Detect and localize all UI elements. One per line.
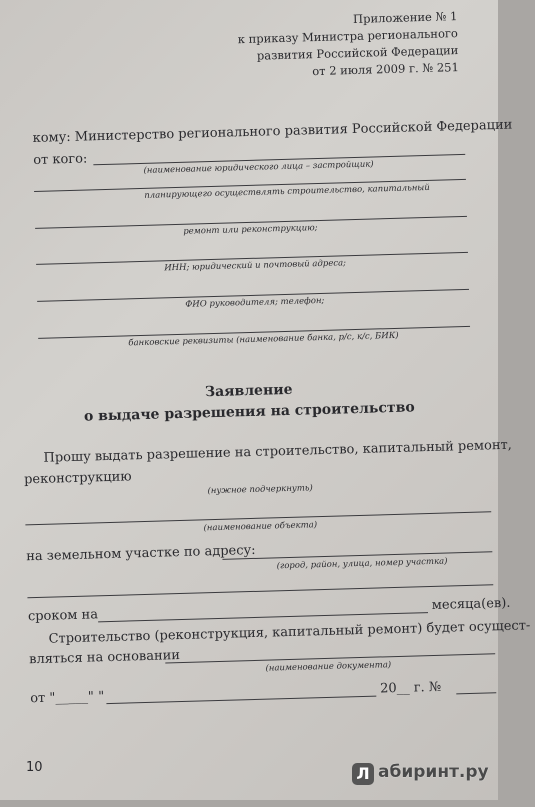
plot-label: на земельном участке по адресу: <box>26 542 256 565</box>
document-subtitle: о выдаче разрешения на строительство <box>83 399 415 425</box>
date-from: от "_____" <box>30 689 95 707</box>
basis-line-2: вляться на основании <box>28 648 181 668</box>
appendix-line-4: от 2 июля 2009 г. № 251 <box>312 60 459 79</box>
number-line <box>456 692 496 694</box>
caption-underline: (нужное подчеркнуть) <box>207 483 313 497</box>
term-unit: месяца(ев). <box>431 595 511 614</box>
caption-repair: ремонт или реконструкцию; <box>183 223 318 237</box>
date-month-line <box>106 696 376 705</box>
appendix-line-1: Приложение № 1 <box>352 9 458 26</box>
caption-director: ФИО руководителя; телефон; <box>185 295 325 310</box>
addressee: кому: Министерство регионального развития Российской Федерации <box>32 117 513 146</box>
request-line-2: реконструкцию <box>23 469 132 488</box>
date-year: 20__ г. № <box>379 679 442 697</box>
watermark-text: абиринт.ру <box>378 762 489 782</box>
caption-legal-entity: (наименование юридического лица – застройщик) <box>143 159 374 176</box>
caption-inn: ИНН; юридический и почтовый адреса; <box>164 258 347 274</box>
watermark-logo <box>352 762 492 790</box>
basis-line-1: Строительство (реконструкция, капитальный ремонт) будет осущест- <box>48 618 531 647</box>
request-line-1: Прошу выдать разрешение на строительство, капитальный ремонт, <box>43 437 513 466</box>
from-label: от кого: <box>33 151 88 168</box>
page-number: 10 <box>26 760 43 775</box>
address-line-2 <box>27 584 493 598</box>
date-quote: " <box>98 689 105 705</box>
caption-document: (наименование документа) <box>265 660 392 674</box>
caption-bank: банковские реквизиты (наименование банка, р/с, к/с, БИК) <box>128 330 399 349</box>
appendix-line-3: развития Российской Федерации <box>256 43 459 63</box>
term-label: сроком на <box>27 607 99 625</box>
term-line <box>98 612 428 622</box>
caption-object: (наименование объекта) <box>203 520 318 534</box>
caption-address: (город, район, улица, номер участка) <box>276 556 448 572</box>
labirint-icon: Л <box>352 763 374 785</box>
caption-planning: планирующего осуществлять строительство, капитальный <box>144 182 430 201</box>
appendix-line-2: к приказу Министра регионального <box>237 26 459 47</box>
document-title: Заявление <box>204 381 293 401</box>
